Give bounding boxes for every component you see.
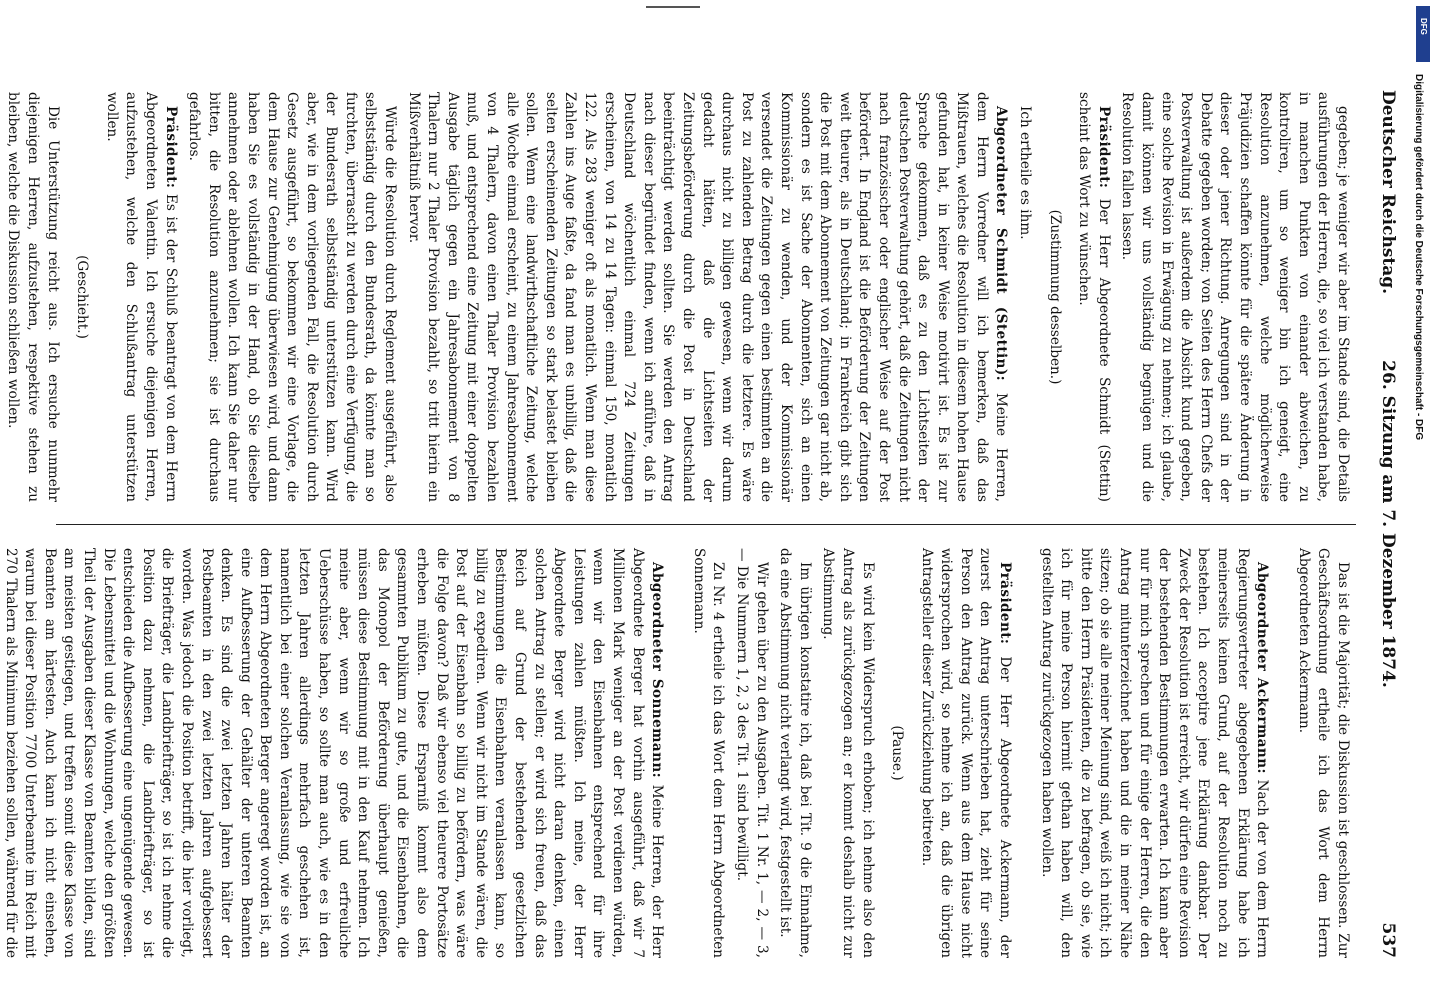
paragraph-text: Zu Nr. 4 ertheile ich das Wort dem Herrn Abgeordneten Sonnemann. [690,548,727,958]
paragraph-text: Es wird kein Widerspruch erhoben; ich nehme also den Antrag als zurückgezogen an; er kommt deshalb nicht zur Abstimmung. [820,548,876,958]
speaker-name: Abgeordneter Sonnemann: [649,562,666,779]
paragraph-text: (Zustimmung desselben.) [1046,209,1063,385]
paragraph [403,92,1010,502]
paragraph-text: Nach der von dem Herrn Regierungsvertreter abgegebenen Erklärung habe ich meinerseits keinen Grund, auf der Resolution noch zu bestehen. Ich acceptire jene Erklärung dankbar. Der Zweck der Resolution ist erreicht, wir dürfen eine Revision der bestehenden Bestimmungen erwarten. Ich kann aber nur für mich sprechen und für einige der Herren, die den Antrag mitunterzeichnet haben und die in meiner Nähe sitzen; ob sie alle meiner Meinung sind, weiß ich nicht; ich bitte den Herrn Präsidenten, die zu befragen, ob sie, wie ich für meine Person hiermit gethan haben will, den gestellten Antrag zurückgezogen haben wollen. [1038,548,1271,958]
right-column [2,548,1352,958]
paragraph-text: Es ist der Schluß beantragt von dem Herrn Abgeordneten Valentin. Ich ersuche diejenigen Herren, aufzustehen, welche den Schlußantrag unterstützen wollen. [103,92,179,502]
speaker-name: Präsident: [162,106,179,189]
speaker-name: Abgeordneter Ackermann: [1254,562,1271,774]
paragraph-text: gegeben; je weniger wir aber im Stande sind, die Details ausführungen der Herren, die, so viel ich verstanden habe, in manchen Punkten von einander abweichen, zu kontroliren, um so weniger bin ich geneigt, eine Resolution anzunehmen, welche möglicherweise Präjudizien schaffen könnte für die spätere Änderung in dieser oder jener Richtung. Anregungen sind in der Debatte gegeben worden; von Seiten des Herrn Chefs der Postverwaltung ist außerdem die Absicht kund gegeben, eine solche Revision in Erwägung zu nehmen; ich glaube, damit können wir uns vollständig begnügen und die Resolution fallen lassen. [1119,92,1351,502]
stage-direction [1044,92,1064,502]
paragraph [3,92,62,502]
left-column [5,92,1352,502]
speaker-name: Abgeordneter Schmidt (Stettin): [993,106,1010,382]
dfg-logo [1416,6,1430,62]
scan-artifact [646,6,700,8]
paragraph [1015,92,1035,502]
paragraph [818,548,877,958]
stage-direction [72,92,92,502]
paragraph [1036,548,1271,958]
paragraph-text: Ich ertheile es ihm. [1017,106,1034,240]
header-publication: Deutscher Reichstag. [1378,90,1398,295]
paragraph-text: (Pause.) [889,725,906,781]
paragraph-text: (Geschieht.) [74,255,91,339]
page-number: 537 [1378,922,1398,958]
paragraph [101,92,179,502]
paragraph [731,548,770,958]
paragraph-text: Die Unterstützung reicht aus. Ich ersuche nunmehr diejenigen Herren, aufzustehen, respektive stehen zu bleiben, welche die Diskussion schließen wollen. [5,92,61,502]
rotated-page [2,78,1416,978]
column-divider [56,524,1356,525]
paragraph-text: Im übrigen konstatire ich, daß bei Tit. 9 die Einnahme, da eine Abstimmung nicht verlangt wird, festgestellt ist. [777,548,813,958]
paragraph-text: Meine Herren, dem Herrn Vorredner will ich bemerken, daß das Mißtrauen, welches die Resolution in diesem hohen Hause gefunden hat, in keiner Weise motivirt ist. Es ist zur Sprache gekommen, daß es zu den Lichtseiten der deutschen Postverwaltung gehört, daß die Zeitungen nicht nach französischer oder englischer Weise auf der Post befördert. In England ist die Beförderung der Zeitungen weit theurer, als in Deutschland; in Frankreich gibt sich die Post mit dem Abonnement von Zeitungen gar nicht ab, sondern es ist Sache der Abonnenten, sich an einen Kommissionär zu wenden, und der Kommissionär versendet die Zeitungen gegen einen bestimmten an die Post zu zahlenden Betrag durch die letztere. Es wäre durchaus nicht zu billigen gewesen, wenn wir darum gedacht hätten, daß die Lichtseiten der Zeitungsbeförderung durch die Post in Deutschland beeinträchtigt werden sollten. Sie werden den Antrag nach dieser begründet finden, wenn ich anführe, daß in Deutschland wöchentlich einmal 724 Zeitungen erscheinen, von 14 zu 14 Tagen: einmal 150, monatlich 122. Als 283 weniger oft als monatlich. Wenn man diese Zahlen ins Auge faßte, da fand man es unbillig, daß die selten erscheinenden Zeitungen so stark belastet bleiben sollen. Wenn eine landwirthschaftliche Zeitung, welche alle Woche einmal erscheint, zu einem Jahresabonnement von 4 Thalern, davon einen Thaler Provision bezahlen muß, und entsprechend eine Zeitung mit einer doppelten Ausgabe täglich gegen ein Jahresabonnement von 8 Thalern nur 2 Thaler Provision bezahlt, so tritt hierin ein Mißverhältniß hervor. [405,92,1010,502]
digitization-note: Digitalisierung gefördert durch die Deutsche Forschungsgemeinschaft - DFG [1413,74,1424,441]
paragraph-gap [666,548,684,958]
speaker-name: Präsident: [1095,106,1112,189]
paragraph [688,548,727,958]
paragraph [775,548,814,958]
speaker-name: Präsident: [997,562,1014,645]
page-header [1368,90,1402,958]
paragraph-gap [1271,548,1289,958]
paragraph-text: Der Herr Abgeordnete Schmidt (Stettin) scheint das Wort zu wünschen. [1076,92,1112,502]
paragraph-text: Der Herr Abgeordnete Ackermann, der zuerst den Antrag unterschrieben hat, zieht für seine Person den Antrag zurück. Wenn aus dem Hause nicht widersprochen wird, so nehme ich an, daß die übrigen Antragsteller dieser Zurückziehung beitreten. [918,548,1014,958]
paragraph [184,92,400,502]
paragraph [1117,92,1352,502]
paragraph-gap [1014,548,1032,958]
paragraph-text: Wir gehen über zu den Ausgaben. Tit. 1 Nr. 1, — 2, — 3, — Die Nummern 1, 2, 3 des Tit. 1 sind bewilligt. [733,548,770,958]
paragraph-text: Das ist die Majorität; die Diskussion ist geschlossen. Zur Geschäftsordnung ertheile ich das Wort dem Herrn Abgeordneten Ackermann. [1295,548,1351,958]
paragraph [0,548,666,958]
paragraph-text: Meine Herren, der Herr Abgeordnete Berger hat vorhin ausgeführt, daß wir 7 Millionen Mark weniger an der Post verdienen würden, wenn wir den Eisenbahnen entsprechend für ihre Leistungen zahlen müßten. Ich meine, der Herr Abgeordnete Berger wird nicht daran denken, einen solchen Antrag zu stellen; er wird sich freuen, daß das Reich auf Grund der bestehenden gesetzlichen Bestimmungen die Eisenbahnen veranlassen kann, so billig zu expediren. Wenn wir nicht im Stande wären, die Post auf der Eisenbahn so billig zu befördern, was wäre die Folge davon? Daß wir ebenso viel theurere Portosätze erheben müßten. Diese Ersparniß kommt also dem gesammten Publikum zu gute, und die Eisenbahnen, die das Monopol der Beförderung überhaupt genießen, müssen diese Bestimmung mit in den Kauf nehmen. Ich meine aber, wenn wir so große und erfreuliche Ueberschüsse haben, so sollte man auch, wie es in den letzten Jahren allerdings mehrfach geschehen ist, namentlich bei einer solchen Veranlassung, wie sie von dem Herrn Abgeordneten Berger angeregt worden ist, an eine Aufbesserung der Gehälter der unteren Beamten denken. Es sind die zwei letzten Jahren hälter der Postbeamten in den zwei letzten Jahren aufgebessert worden. Was jedoch die Position betrifft, die hier vorliegt, die Briefträger, die Landbriefträger, so ist ich nehme die Position dazu nehmen, die Landbriefträger, so ist entschieden die Aufbesserung eine ungenügende gewesen. Die Lebensmittel und die Wohnungen, welche den größten Theil der Ausgaben dieser Klasse von Beamten bilden, sind am meisten gestiegen, und treffen somit diese Klasse von Beamten am härtesten. Auch kann ich nicht einsehen, warum bei dieser Position 7700 Unterbeamte im Reich mit 270 Thalern als Minimum beziehen sollen, während für die [2,548,666,958]
paragraph [1293,548,1352,958]
header-session: 26. Sitzung am 7. Dezember 1874. [1378,360,1398,688]
dfg-logo-text: DFG [1419,18,1428,35]
stage-direction [887,548,907,958]
paragraph [1074,92,1113,502]
paragraph [916,548,1014,958]
paragraph-text: Würde die Resolution durch Reglement ausgeführt, also selbstständig durch den Bundesrath, da könnte man so furchten, überrascht zu werden durch eine Verfügung, die der Bundesrath selbstständig unterstützen kann. Wird aber, wie in dem vorliegenden Fall, die Resolution durch Gesetz ausgeführt, so bekommen wir eine Vorlage, die dem Hause zur Genehmigung überwiesen wird, und dann haben Sie es vollständig in der Hand, ob Sie dieselbe annehmen oder ablehnen wollen. Ich kann Sie daher nur bitten, die Resolution anzunehmen; sie ist durchaus gefahrlos. [186,92,399,502]
